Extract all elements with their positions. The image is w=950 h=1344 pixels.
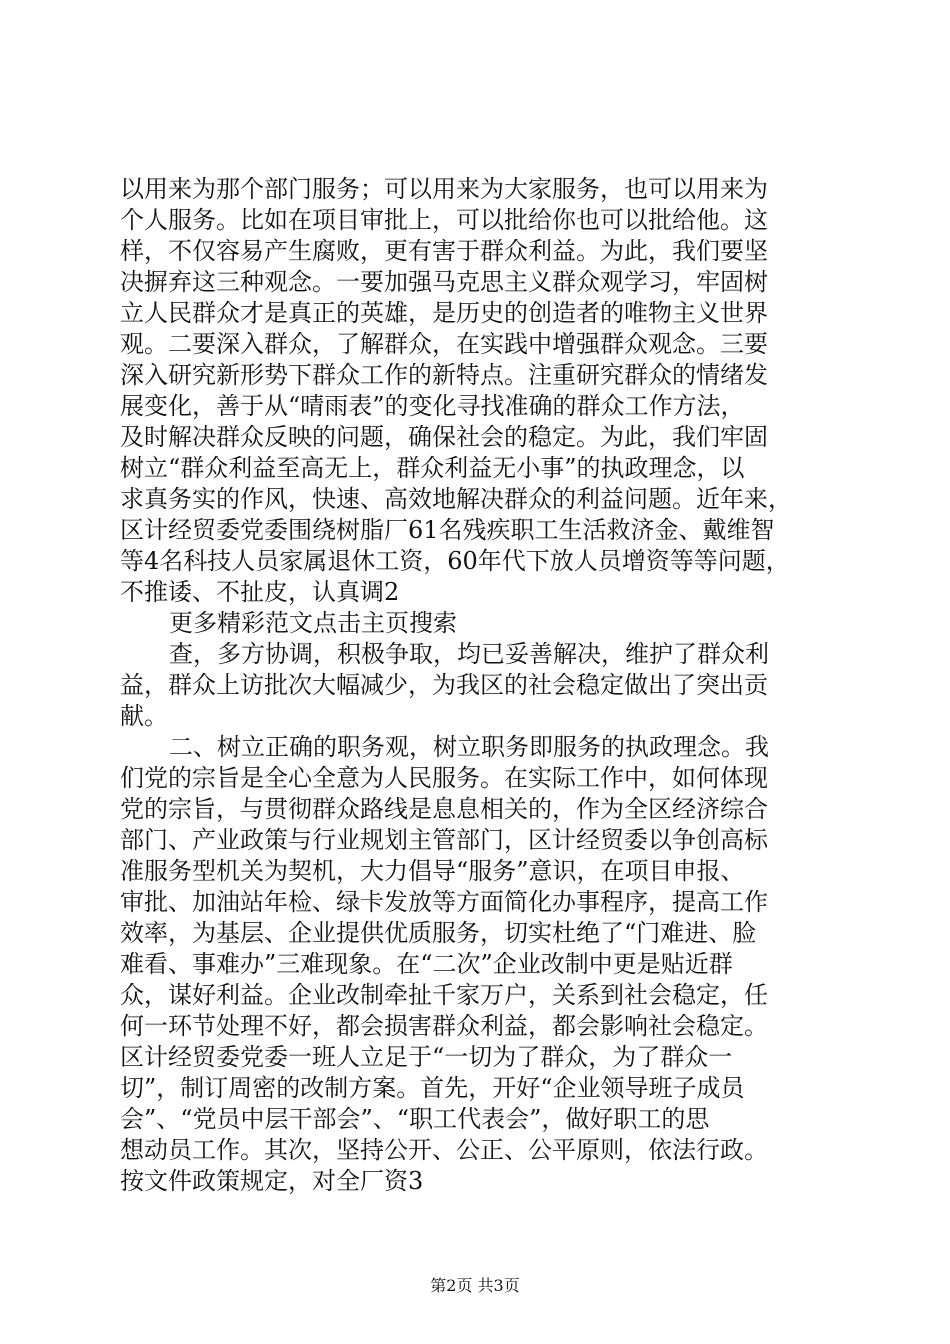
text-line: 想动员工作。其次，坚持公开、公正、公平原则，依法行政。: [120, 1136, 768, 1164]
text-line: 以用来为那个部门服务；可以用来为大家服务，也可以用来为: [120, 175, 768, 203]
text-line: 党的宗旨，与贯彻群众路线是息息相关的，作为全区经济综合: [120, 795, 768, 823]
text-line: 等4名科技人员家属退休工资，60年代下放人员增资等等问题，: [120, 547, 790, 575]
text-line: 展变化，善于从“晴雨表”的变化寻找准确的群众工作方法，: [120, 392, 745, 420]
text-line: 难看、事难办”三难现象。在“二次”企业改制中更是贴近群: [120, 950, 733, 978]
text-line: 二、树立正确的职务观，树立职务即服务的执政理念。我: [169, 733, 769, 761]
text-line: 树立“群众利益至高无上，群众利益无小事”的执政理念，以: [120, 454, 745, 482]
text-line: 查，多方协调，积极争取，均已妥善解决，维护了群众利: [169, 640, 769, 668]
text-line: 会”、“党员中层干部会”、“职工代表会”，做好职工的思: [120, 1105, 710, 1133]
text-line: 准服务型机关为契机，大力倡导“服务”意识，在项目申报、: [120, 857, 745, 885]
text-line: 及时解决群众反映的问题，确保社会的稳定。为此，我们牢固: [120, 423, 768, 451]
text-line: 按文件政策规定，对全厂资3: [120, 1167, 424, 1195]
text-line: 决摒弃这三种观念。一要加强马克思主义群众观学习，牢固树: [120, 268, 768, 296]
text-line: 何一环节处理不好，都会损害群众利益，都会影响社会稳定。: [120, 1012, 768, 1040]
text-line: 们党的宗旨是全心全意为人民服务。在实际工作中，如何体现: [120, 764, 768, 792]
text-line: 益，群众上访批次大幅减少，为我区的社会稳定做出了突出贡: [120, 671, 768, 699]
text-line: 更多精彩范文点击主页搜索: [169, 609, 457, 637]
text-line: 审批、加油站年检、绿卡发放等方面简化办事程序，提高工作: [120, 888, 768, 916]
text-line: 献。: [120, 702, 168, 730]
text-line: 样，不仅容易产生腐败，更有害于群众利益。为此，我们要坚: [120, 237, 768, 265]
document-body: [120, 174, 840, 1197]
text-line: 求真务实的作风，快速、高效地解决群众的利益问题。近年来，: [120, 485, 792, 513]
text-line: 部门、产业政策与行业规划主管部门，区计经贸委以争创高标: [120, 826, 768, 854]
text-line: 区计经贸委党委一班人立足于“一切为了群众，为了群众一: [120, 1043, 733, 1071]
page-footer: 第2页 共3页: [430, 1276, 520, 1295]
text-line: 效率，为基层、企业提供优质服务，切实杜绝了“门难进、脸: [120, 919, 757, 947]
text-line: 观。二要深入群众，了解群众，在实践中增强群众观念。三要: [120, 330, 768, 358]
text-line: 不推诿、不扯皮，认真调2: [120, 578, 400, 606]
text-line: 深入研究新形势下群众工作的新特点。注重研究群众的情绪发: [120, 361, 768, 389]
text-line: 众，谋好利益。企业改制牵扯千家万户，关系到社会稳定，任: [120, 981, 768, 1009]
text-line: 区计经贸委党委围绕树脂厂61名残疾职工生活救济金、戴维智: [120, 516, 775, 544]
text-line: 个人服务。比如在项目审批上，可以批给你也可以批给他。这: [120, 206, 768, 234]
text-line: 切”，制订周密的改制方案。首先，开好“企业领导班子成员: [120, 1074, 745, 1102]
text-line: 立人民群众才是真正的英雄，是历史的创造者的唯物主义世界: [120, 299, 768, 327]
